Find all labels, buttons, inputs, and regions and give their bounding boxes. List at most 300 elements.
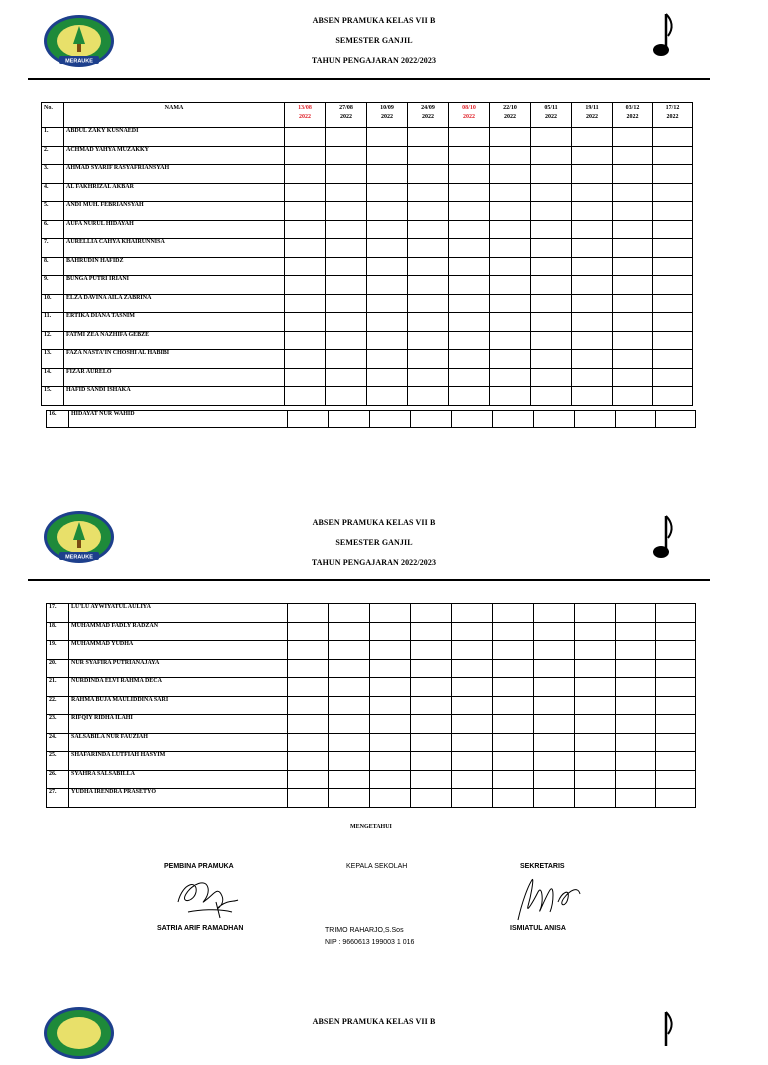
attendance-cell[interactable] [572, 331, 613, 350]
attendance-cell[interactable] [367, 257, 408, 276]
attendance-cell[interactable] [613, 368, 653, 387]
attendance-cell[interactable] [288, 411, 329, 428]
attendance-cell[interactable] [531, 257, 572, 276]
attendance-cell[interactable] [367, 202, 408, 221]
attendance-cell[interactable] [490, 331, 531, 350]
attendance-cell[interactable] [490, 368, 531, 387]
attendance-cell[interactable] [534, 715, 575, 734]
row-number: 7. [42, 239, 64, 258]
attendance-cell[interactable] [616, 604, 656, 623]
attendance-cell[interactable] [411, 789, 452, 808]
attendance-cell[interactable] [490, 276, 531, 295]
attendance-cell[interactable] [575, 715, 616, 734]
attendance-cell[interactable] [452, 715, 493, 734]
attendance-cell[interactable] [572, 202, 613, 221]
attendance-cell[interactable] [493, 715, 534, 734]
attendance-cell[interactable] [613, 239, 653, 258]
attendance-cell[interactable] [288, 641, 329, 660]
attendance-cell[interactable] [408, 331, 449, 350]
attendance-cell[interactable] [449, 387, 490, 406]
attendance-cell[interactable] [367, 276, 408, 295]
attendance-cell[interactable] [452, 622, 493, 641]
attendance-cell[interactable] [490, 294, 531, 313]
attendance-cell[interactable] [616, 733, 656, 752]
attendance-cell[interactable] [449, 350, 490, 369]
attendance-cell[interactable] [285, 331, 326, 350]
attendance-cell[interactable] [656, 604, 696, 623]
attendance-cell[interactable] [656, 715, 696, 734]
attendance-cell[interactable] [408, 368, 449, 387]
attendance-cell[interactable] [329, 789, 370, 808]
attendance-cell[interactable] [653, 257, 693, 276]
attendance-cell[interactable] [370, 715, 411, 734]
attendance-cell[interactable] [449, 257, 490, 276]
attendance-cell[interactable] [653, 313, 693, 332]
attendance-cell[interactable] [531, 350, 572, 369]
attendance-cell[interactable] [370, 411, 411, 428]
attendance-cell[interactable] [452, 770, 493, 789]
table-row [42, 128, 693, 147]
attendance-cell[interactable] [367, 183, 408, 202]
attendance-cell[interactable] [656, 789, 696, 808]
student-name: SALSABILA NUR FAUZIAH [69, 733, 288, 752]
attendance-cell[interactable] [449, 239, 490, 258]
attendance-cell[interactable] [572, 146, 613, 165]
attendance-cell[interactable] [285, 183, 326, 202]
student-name: AURELLIA CAHYA KHAIRUNNISA [64, 239, 285, 258]
attendance-cell[interactable] [370, 641, 411, 660]
attendance-cell[interactable] [326, 350, 367, 369]
table-row [47, 659, 696, 678]
principal-nip: NIP : 9660613 199003 1 016 [325, 939, 415, 946]
attendance-cell[interactable] [613, 202, 653, 221]
attendance-cell[interactable] [653, 183, 693, 202]
attendance-cell[interactable] [411, 715, 452, 734]
attendance-cell[interactable] [367, 331, 408, 350]
attendance-cell[interactable] [329, 752, 370, 771]
attendance-cell[interactable] [288, 733, 329, 752]
date-column-header [490, 103, 531, 128]
attendance-cell[interactable] [408, 128, 449, 147]
attendance-cell[interactable] [326, 331, 367, 350]
attendance-cell[interactable] [616, 622, 656, 641]
attendance-cell[interactable] [616, 659, 656, 678]
attendance-cell[interactable] [285, 368, 326, 387]
attendance-cell[interactable] [329, 604, 370, 623]
attendance-cell[interactable] [408, 165, 449, 184]
table-row [42, 276, 693, 295]
attendance-cell[interactable] [408, 276, 449, 295]
attendance-cell[interactable] [572, 368, 613, 387]
attendance-cell[interactable] [534, 622, 575, 641]
attendance-cell[interactable] [490, 313, 531, 332]
attendance-cell[interactable] [411, 752, 452, 771]
student-name: BUNGA PUTRI IRIANI [64, 276, 285, 295]
attendance-cell[interactable] [653, 220, 693, 239]
attendance-cell[interactable] [613, 387, 653, 406]
attendance-cell[interactable] [367, 220, 408, 239]
attendance-cell[interactable] [288, 789, 329, 808]
attendance-cell[interactable] [572, 239, 613, 258]
attendance-cell[interactable] [531, 313, 572, 332]
header-divider [28, 78, 710, 80]
attendance-cell[interactable] [490, 183, 531, 202]
attendance-cell[interactable] [329, 641, 370, 660]
attendance-cell[interactable] [575, 641, 616, 660]
attendance-cell[interactable] [288, 696, 329, 715]
school-logo [43, 1006, 115, 1060]
attendance-cell[interactable] [493, 678, 534, 697]
attendance-cell[interactable] [449, 165, 490, 184]
attendance-cell[interactable] [575, 604, 616, 623]
attendance-cell[interactable] [572, 350, 613, 369]
attendance-cell[interactable] [285, 202, 326, 221]
attendance-cell[interactable] [285, 313, 326, 332]
attendance-cell[interactable] [285, 128, 326, 147]
attendance-cell[interactable] [575, 752, 616, 771]
attendance-cell[interactable] [367, 146, 408, 165]
table-row [47, 678, 696, 697]
attendance-cell[interactable] [329, 770, 370, 789]
attendance-cell[interactable] [408, 239, 449, 258]
attendance-cell[interactable] [411, 733, 452, 752]
attendance-cell[interactable] [531, 183, 572, 202]
row-number: 21. [47, 678, 69, 697]
attendance-cell[interactable] [288, 622, 329, 641]
attendance-cell[interactable] [370, 752, 411, 771]
attendance-cell[interactable] [613, 165, 653, 184]
attendance-cell[interactable] [452, 641, 493, 660]
attendance-cell[interactable] [367, 239, 408, 258]
row-number: 20. [47, 659, 69, 678]
attendance-cell[interactable] [285, 276, 326, 295]
attendance-cell[interactable] [329, 696, 370, 715]
attendance-cell[interactable] [408, 257, 449, 276]
attendance-cell[interactable] [408, 220, 449, 239]
attendance-cell[interactable] [613, 276, 653, 295]
attendance-cell[interactable] [534, 641, 575, 660]
attendance-cell[interactable] [411, 678, 452, 697]
attendance-cell[interactable] [449, 276, 490, 295]
attendance-cell[interactable] [531, 239, 572, 258]
attendance-cell[interactable] [616, 752, 656, 771]
attendance-cell[interactable] [326, 313, 367, 332]
student-name: LU'LU AYWIYATUL AULIYA [69, 604, 288, 623]
attendance-cell[interactable] [534, 678, 575, 697]
attendance-cell[interactable] [531, 331, 572, 350]
attendance-cell[interactable] [288, 752, 329, 771]
attendance-cell[interactable] [408, 387, 449, 406]
attendance-cell[interactable] [408, 183, 449, 202]
attendance-cell[interactable] [575, 733, 616, 752]
year-label: 2022 [504, 114, 516, 120]
attendance-cell[interactable] [656, 770, 696, 789]
attendance-cell[interactable] [572, 220, 613, 239]
attendance-cell[interactable] [370, 622, 411, 641]
attendance-cell[interactable] [490, 350, 531, 369]
col-no-header: No. [42, 103, 64, 128]
attendance-cell[interactable] [411, 622, 452, 641]
attendance-cell[interactable] [329, 411, 370, 428]
attendance-cell[interactable] [490, 257, 531, 276]
attendance-cell[interactable] [490, 239, 531, 258]
student-name: ANDI MUH. FEBRIANSYAH [64, 202, 285, 221]
attendance-cell[interactable] [531, 165, 572, 184]
attendance-cell[interactable] [367, 294, 408, 313]
attendance-cell[interactable] [367, 387, 408, 406]
attendance-cell[interactable] [449, 220, 490, 239]
attendance-cell[interactable] [493, 604, 534, 623]
date-label: 05/11 [544, 105, 558, 111]
attendance-cell[interactable] [653, 202, 693, 221]
attendance-cell[interactable] [370, 678, 411, 697]
attendance-cell[interactable] [367, 313, 408, 332]
attendance-cell[interactable] [411, 604, 452, 623]
attendance-cell[interactable] [452, 752, 493, 771]
attendance-cell[interactable] [449, 368, 490, 387]
attendance-cell[interactable] [326, 220, 367, 239]
attendance-cell[interactable] [326, 239, 367, 258]
attendance-cell[interactable] [370, 696, 411, 715]
attendance-cell[interactable] [370, 789, 411, 808]
attendance-cell[interactable] [656, 622, 696, 641]
attendance-cell[interactable] [493, 641, 534, 660]
attendance-cell[interactable] [534, 789, 575, 808]
attendance-cell[interactable] [613, 183, 653, 202]
attendance-cell[interactable] [285, 165, 326, 184]
attendance-cell[interactable] [288, 770, 329, 789]
date-label: 24/09 [421, 105, 435, 111]
attendance-cell[interactable] [653, 331, 693, 350]
attendance-cell[interactable] [326, 146, 367, 165]
table-row [42, 146, 693, 165]
attendance-cell[interactable] [490, 387, 531, 406]
attendance-cell[interactable] [326, 294, 367, 313]
attendance-cell[interactable] [490, 146, 531, 165]
attendance-cell[interactable] [326, 183, 367, 202]
attendance-cell[interactable] [531, 368, 572, 387]
attendance-cell[interactable] [656, 678, 696, 697]
attendance-cell[interactable] [531, 202, 572, 221]
attendance-cell[interactable] [490, 220, 531, 239]
row-number: 12. [42, 331, 64, 350]
attendance-cell[interactable] [452, 411, 493, 428]
attendance-cell[interactable] [285, 350, 326, 369]
attendance-cell[interactable] [613, 331, 653, 350]
attendance-cell[interactable] [656, 696, 696, 715]
attendance-cell[interactable] [370, 733, 411, 752]
attendance-cell[interactable] [534, 733, 575, 752]
attendance-cell[interactable] [613, 220, 653, 239]
attendance-cell[interactable] [531, 146, 572, 165]
attendance-cell[interactable] [531, 220, 572, 239]
attendance-cell[interactable] [449, 313, 490, 332]
attendance-cell[interactable] [326, 202, 367, 221]
attendance-cell[interactable] [572, 183, 613, 202]
attendance-cell[interactable] [288, 659, 329, 678]
attendance-cell[interactable] [367, 165, 408, 184]
attendance-cell[interactable] [408, 294, 449, 313]
attendance-cell[interactable] [613, 257, 653, 276]
attendance-cell[interactable] [367, 368, 408, 387]
attendance-cell[interactable] [452, 659, 493, 678]
attendance-cell[interactable] [493, 789, 534, 808]
attendance-cell[interactable] [411, 641, 452, 660]
attendance-cell[interactable] [367, 350, 408, 369]
attendance-cell[interactable] [613, 294, 653, 313]
attendance-cell[interactable] [326, 276, 367, 295]
attendance-cell[interactable] [452, 789, 493, 808]
attendance-cell[interactable] [575, 659, 616, 678]
attendance-cell[interactable] [653, 294, 693, 313]
attendance-cell[interactable] [572, 257, 613, 276]
attendance-cell[interactable] [288, 604, 329, 623]
attendance-cell[interactable] [449, 146, 490, 165]
row-number: 19. [47, 641, 69, 660]
attendance-cell[interactable] [613, 350, 653, 369]
attendance-cell[interactable] [493, 659, 534, 678]
attendance-cell[interactable] [575, 789, 616, 808]
attendance-cell[interactable] [616, 789, 656, 808]
attendance-cell[interactable] [490, 202, 531, 221]
attendance-cell[interactable] [493, 411, 534, 428]
attendance-cell[interactable] [329, 678, 370, 697]
attendance-cell[interactable] [370, 770, 411, 789]
attendance-cell[interactable] [575, 622, 616, 641]
attendance-cell[interactable] [452, 604, 493, 623]
attendance-cell[interactable] [329, 715, 370, 734]
attendance-cell[interactable] [656, 752, 696, 771]
attendance-cell[interactable] [452, 733, 493, 752]
attendance-cell[interactable] [452, 678, 493, 697]
attendance-cell[interactable] [653, 276, 693, 295]
attendance-cell[interactable] [285, 146, 326, 165]
attendance-cell[interactable] [656, 733, 696, 752]
attendance-cell[interactable] [452, 696, 493, 715]
attendance-cell[interactable] [285, 294, 326, 313]
attendance-cell[interactable] [493, 696, 534, 715]
attendance-cell[interactable] [616, 411, 656, 428]
attendance-cell[interactable] [613, 128, 653, 147]
attendance-cell[interactable] [653, 128, 693, 147]
attendance-cell[interactable] [653, 239, 693, 258]
attendance-cell[interactable] [285, 387, 326, 406]
attendance-cell[interactable] [449, 331, 490, 350]
attendance-cell[interactable] [449, 202, 490, 221]
attendance-cell[interactable] [411, 696, 452, 715]
attendance-cell[interactable] [616, 696, 656, 715]
attendance-cell[interactable] [531, 387, 572, 406]
year-label: 2022 [463, 114, 475, 120]
attendance-cell[interactable] [493, 770, 534, 789]
attendance-cell[interactable] [534, 752, 575, 771]
attendance-cell[interactable] [531, 294, 572, 313]
attendance-cell[interactable] [411, 770, 452, 789]
attendance-cell[interactable] [653, 350, 693, 369]
attendance-cell[interactable] [490, 165, 531, 184]
year-label: 2022 [626, 114, 639, 120]
attendance-cell[interactable] [329, 659, 370, 678]
attendance-cell[interactable] [613, 313, 653, 332]
attendance-cell[interactable] [575, 696, 616, 715]
attendance-cell[interactable] [490, 128, 531, 147]
attendance-cell[interactable] [656, 641, 696, 660]
attendance-cell[interactable] [653, 368, 693, 387]
attendance-cell[interactable] [408, 146, 449, 165]
attendance-cell[interactable] [653, 146, 693, 165]
attendance-cell[interactable] [285, 220, 326, 239]
table-row [42, 183, 693, 202]
attendance-cell[interactable] [326, 257, 367, 276]
table-row [47, 715, 696, 734]
attendance-cell[interactable] [329, 733, 370, 752]
attendance-cell[interactable] [534, 604, 575, 623]
attendance-cell[interactable] [572, 313, 613, 332]
attendance-cell[interactable] [572, 294, 613, 313]
year-label: 2022 [545, 114, 557, 120]
attendance-cell[interactable] [572, 128, 613, 147]
attendance-cell[interactable] [534, 411, 575, 428]
attendance-cell[interactable] [408, 350, 449, 369]
attendance-cell[interactable] [288, 678, 329, 697]
attendance-cell[interactable] [449, 183, 490, 202]
table-row [42, 313, 693, 332]
attendance-cell[interactable] [493, 752, 534, 771]
attendance-cell[interactable] [288, 715, 329, 734]
attendance-cell[interactable] [534, 696, 575, 715]
attendance-cell[interactable] [326, 128, 367, 147]
attendance-cell[interactable] [653, 165, 693, 184]
attendance-cell[interactable] [575, 678, 616, 697]
attendance-cell[interactable] [572, 165, 613, 184]
attendance-cell[interactable] [531, 276, 572, 295]
year-label: 2022 [340, 114, 352, 120]
attendance-cell[interactable] [285, 257, 326, 276]
attendance-cell[interactable] [572, 276, 613, 295]
attendance-cell[interactable] [370, 604, 411, 623]
attendance-cell[interactable] [653, 387, 693, 406]
attendance-cell[interactable] [285, 239, 326, 258]
attendance-cell[interactable] [534, 770, 575, 789]
attendance-cell[interactable] [408, 202, 449, 221]
attendance-cell[interactable] [656, 411, 696, 428]
attendance-cell[interactable] [326, 165, 367, 184]
attendance-cell[interactable] [575, 770, 616, 789]
attendance-cell[interactable] [616, 641, 656, 660]
attendance-cell[interactable] [370, 659, 411, 678]
attendance-cell[interactable] [575, 411, 616, 428]
attendance-cell[interactable] [616, 770, 656, 789]
attendance-cell[interactable] [493, 733, 534, 752]
attendance-cell[interactable] [616, 678, 656, 697]
attendance-cell[interactable] [493, 622, 534, 641]
attendance-cell[interactable] [408, 313, 449, 332]
attendance-cell[interactable] [616, 715, 656, 734]
attendance-cell[interactable] [329, 622, 370, 641]
attendance-cell[interactable] [411, 659, 452, 678]
attendance-cell[interactable] [572, 387, 613, 406]
attendance-cell[interactable] [326, 368, 367, 387]
attendance-cell[interactable] [613, 146, 653, 165]
attendance-cell[interactable] [367, 128, 408, 147]
attendance-cell[interactable] [534, 659, 575, 678]
attendance-cell[interactable] [411, 411, 452, 428]
attendance-cell[interactable] [449, 128, 490, 147]
attendance-cell[interactable] [656, 659, 696, 678]
attendance-cell[interactable] [449, 294, 490, 313]
attendance-cell[interactable] [531, 128, 572, 147]
attendance-cell[interactable] [326, 387, 367, 406]
